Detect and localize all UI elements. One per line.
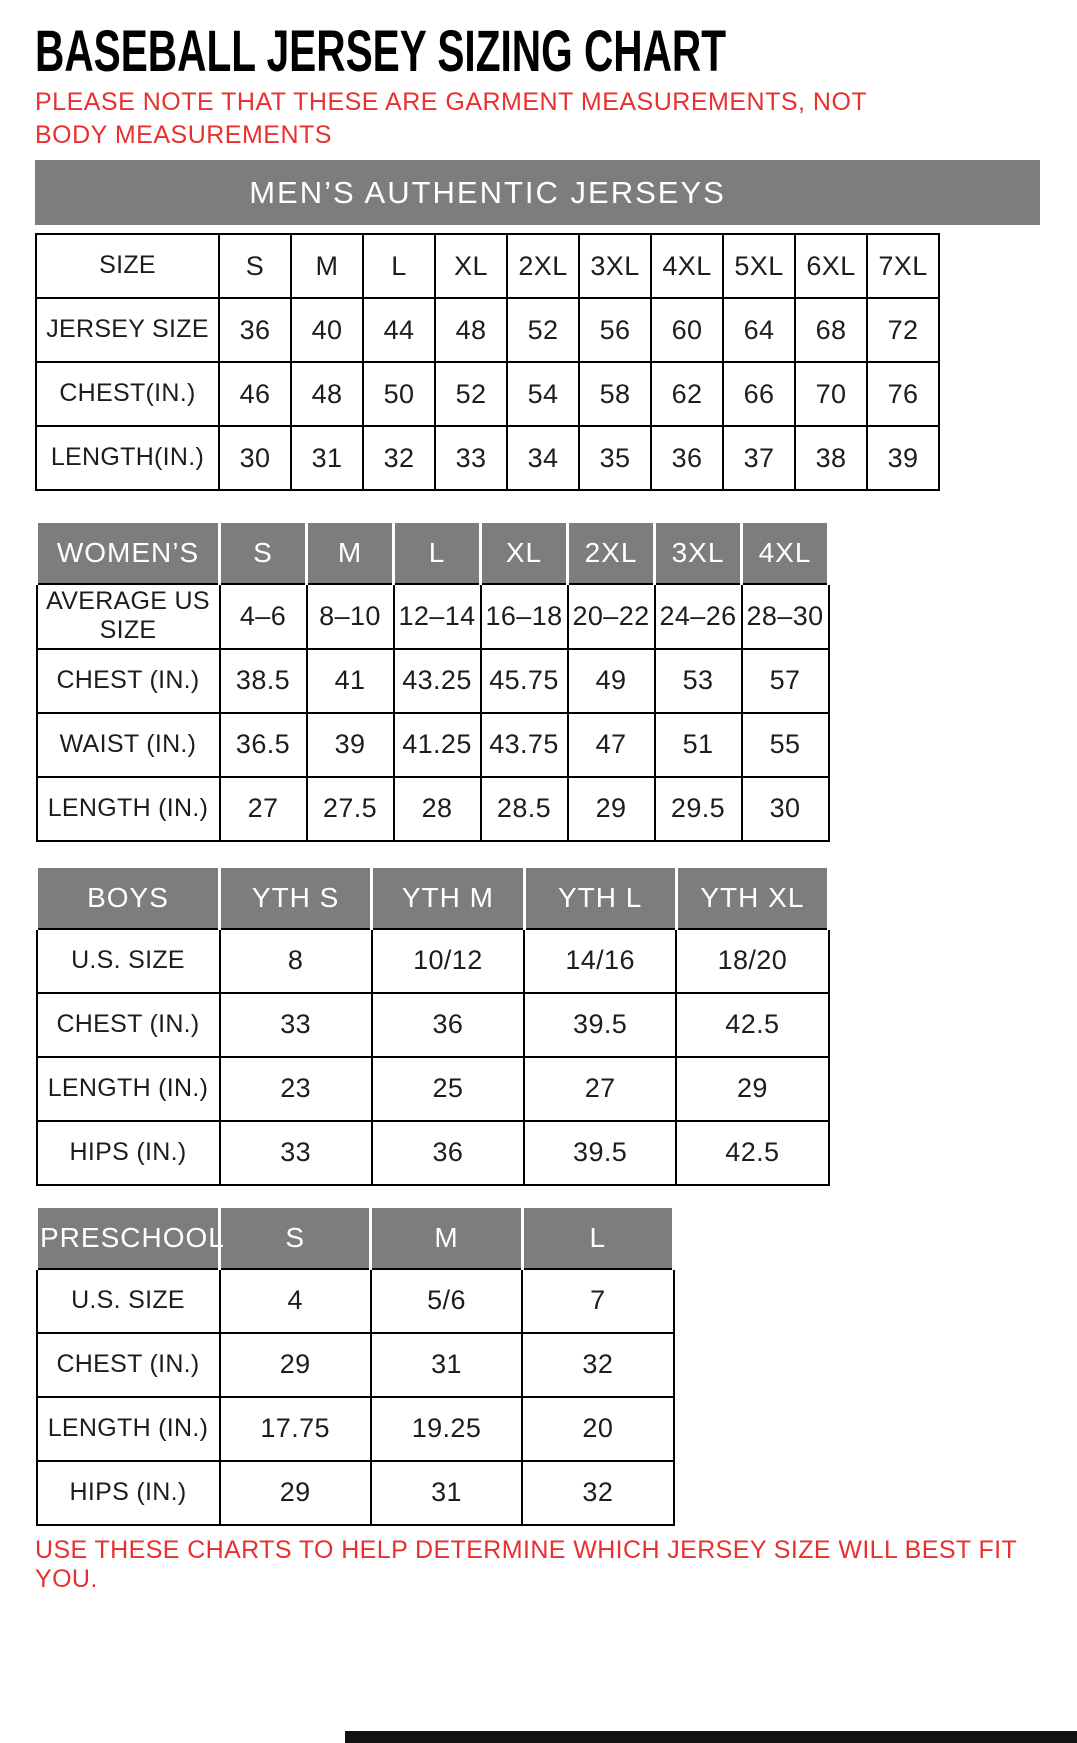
row-label: U.S. SIZE [37,929,220,993]
table-row [37,929,829,993]
table-header-row [37,1207,674,1269]
mens-sizing-table [35,233,940,491]
size-header-cell: 2XL [568,522,655,584]
size-header-cell: S [220,522,307,584]
value-cell: 30 [742,777,829,841]
value-cell: 29 [676,1057,828,1121]
size-header-cell: YTH S [220,867,372,929]
value-cell: 7 [522,1269,673,1333]
value-cell: 68 [795,298,867,362]
value-cell: 53 [655,649,742,713]
size-cell: 3XL [579,234,651,298]
row-label: LENGTH (IN.) [37,777,220,841]
table-row [37,649,829,713]
size-header-cell: M [307,522,394,584]
value-cell: 76 [867,362,939,426]
row-label: CHEST(IN.) [36,362,219,426]
value-cell: 27 [524,1057,676,1121]
table-row [37,777,829,841]
size-cell: M [291,234,363,298]
size-cell: 4XL [651,234,723,298]
value-cell: 33 [220,1121,372,1185]
table-row [36,426,939,490]
table-row [37,1269,674,1333]
value-cell: 39 [867,426,939,490]
value-cell: 31 [371,1333,522,1397]
value-cell: 4 [220,1269,371,1333]
value-cell: 27 [220,777,307,841]
row-label: SIZE [36,234,219,298]
value-cell: 24–26 [655,584,742,649]
row-label: LENGTH(IN.) [36,426,219,490]
value-cell: 8 [220,929,372,993]
value-cell: 43.25 [394,649,481,713]
value-cell: 39.5 [524,993,676,1057]
value-cell: 64 [723,298,795,362]
row-label: WAIST (IN.) [37,713,220,777]
value-cell: 39 [307,713,394,777]
value-cell: 19.25 [371,1397,522,1461]
table-header-row [37,867,829,929]
value-cell: 48 [291,362,363,426]
value-cell: 28–30 [742,584,829,649]
value-cell: 17.75 [220,1397,371,1461]
value-cell: 56 [579,298,651,362]
value-cell: 52 [507,298,579,362]
value-cell: 31 [291,426,363,490]
table-title-cell: BOYS [37,867,220,929]
value-cell: 12–14 [394,584,481,649]
row-label: AVERAGE US SIZE [37,584,220,649]
value-cell: 4–6 [220,584,307,649]
value-cell: 32 [522,1461,673,1525]
preschool-section [35,1205,675,1526]
value-cell: 8–10 [307,584,394,649]
value-cell: 36 [372,993,524,1057]
value-cell: 28.5 [481,777,568,841]
value-cell: 10/12 [372,929,524,993]
value-cell: 42.5 [676,993,828,1057]
value-cell: 31 [371,1461,522,1525]
size-header-cell: L [522,1207,673,1269]
garment-measurement-note: PLEASE NOTE THAT THESE ARE GARMENT MEASUREMENTS, NOT BODY MEASUREMENTS [35,88,867,149]
size-header-cell: L [394,522,481,584]
value-cell: 47 [568,713,655,777]
table-header-row [37,522,829,584]
table-row [37,1461,674,1525]
table-title-cell: PRESCHOOL [37,1207,220,1269]
size-header-cell: M [371,1207,522,1269]
row-label: LENGTH (IN.) [37,1397,220,1461]
value-cell: 36.5 [220,713,307,777]
row-label: U.S. SIZE [37,1269,220,1333]
value-cell: 25 [372,1057,524,1121]
page-title: BASEBALL JERSEY SIZING CHART [35,19,727,84]
value-cell: 18/20 [676,929,828,993]
value-cell: 38.5 [220,649,307,713]
size-header-cell: YTH XL [676,867,828,929]
value-cell: 66 [723,362,795,426]
value-cell: 46 [219,362,291,426]
value-cell: 29 [220,1333,371,1397]
table-row [37,1121,829,1185]
value-cell: 40 [291,298,363,362]
table-row [36,234,939,298]
value-cell: 33 [220,993,372,1057]
value-cell: 14/16 [524,929,676,993]
size-header-cell: S [220,1207,371,1269]
value-cell: 16–18 [481,584,568,649]
value-cell: 35 [579,426,651,490]
value-cell: 43.75 [481,713,568,777]
value-cell: 42.5 [676,1121,828,1185]
value-cell: 50 [363,362,435,426]
value-cell: 44 [363,298,435,362]
value-cell: 27.5 [307,777,394,841]
table-row [36,298,939,362]
size-header-cell: 4XL [742,522,829,584]
value-cell: 45.75 [481,649,568,713]
size-cell: L [363,234,435,298]
fit-advice-note: USE THESE CHARTS TO HELP DETERMINE WHICH JERSEY SIZE WILL BEST FIT YOU. [35,1536,1017,1593]
mens-section [35,160,1040,491]
table-row [37,993,829,1057]
value-cell: 72 [867,298,939,362]
value-cell: 36 [219,298,291,362]
value-cell: 70 [795,362,867,426]
table-row [37,713,829,777]
value-cell: 60 [651,298,723,362]
size-header-cell: XL [481,522,568,584]
value-cell: 33 [435,426,507,490]
table-row [37,1397,674,1461]
value-cell: 52 [435,362,507,426]
value-cell: 5/6 [371,1269,522,1333]
mens-table-title: MEN’S AUTHENTIC JERSEYS [35,160,1040,225]
value-cell: 32 [522,1333,673,1397]
row-label: CHEST (IN.) [37,1333,220,1397]
value-cell: 48 [435,298,507,362]
table-row [36,362,939,426]
table-row [37,1057,829,1121]
row-label: HIPS (IN.) [37,1461,220,1525]
value-cell: 57 [742,649,829,713]
value-cell: 29 [568,777,655,841]
value-cell: 39.5 [524,1121,676,1185]
row-label: HIPS (IN.) [37,1121,220,1185]
size-cell: S [219,234,291,298]
value-cell: 32 [363,426,435,490]
value-cell: 28 [394,777,481,841]
value-cell: 29 [220,1461,371,1525]
table-title-cell: WOMEN’S [37,522,220,584]
value-cell: 41.25 [394,713,481,777]
size-cell: 7XL [867,234,939,298]
value-cell: 23 [220,1057,372,1121]
womens-section [35,520,830,842]
boys-sizing-table [35,865,830,1186]
row-label: LENGTH (IN.) [37,1057,220,1121]
value-cell: 62 [651,362,723,426]
size-cell: 6XL [795,234,867,298]
value-cell: 29.5 [655,777,742,841]
value-cell: 30 [219,426,291,490]
value-cell: 34 [507,426,579,490]
boys-section [35,865,830,1186]
value-cell: 36 [651,426,723,490]
value-cell: 38 [795,426,867,490]
size-cell: 5XL [723,234,795,298]
value-cell: 58 [579,362,651,426]
table-row [37,1333,674,1397]
size-cell: XL [435,234,507,298]
size-header-cell: YTH M [372,867,524,929]
value-cell: 20 [522,1397,673,1461]
bottom-divider-bar [345,1731,1077,1743]
size-header-cell: YTH L [524,867,676,929]
value-cell: 37 [723,426,795,490]
womens-sizing-table [35,520,830,842]
row-label: CHEST (IN.) [37,649,220,713]
value-cell: 41 [307,649,394,713]
row-label: JERSEY SIZE [36,298,219,362]
size-header-cell: 3XL [655,522,742,584]
value-cell: 20–22 [568,584,655,649]
value-cell: 51 [655,713,742,777]
value-cell: 55 [742,713,829,777]
value-cell: 49 [568,649,655,713]
value-cell: 54 [507,362,579,426]
row-label: CHEST (IN.) [37,993,220,1057]
size-cell: 2XL [507,234,579,298]
preschool-sizing-table [35,1205,675,1526]
table-row [37,584,829,649]
value-cell: 36 [372,1121,524,1185]
